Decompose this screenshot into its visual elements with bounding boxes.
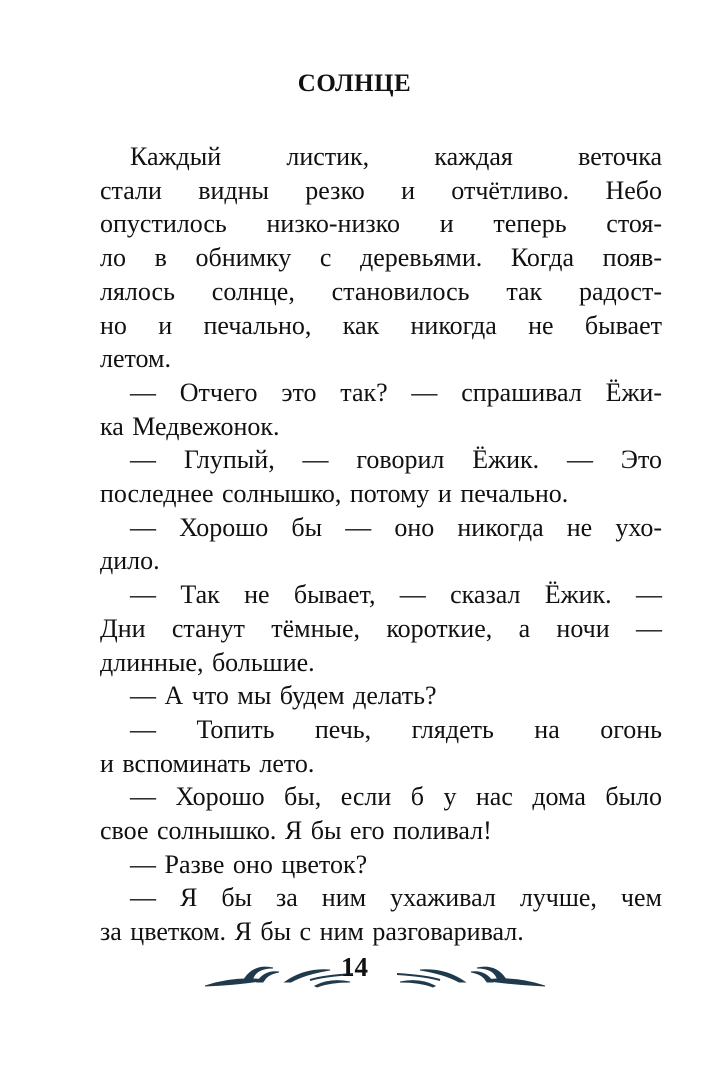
text-line: — Отчего это так? — спрашивал Ёжи-	[130, 377, 662, 407]
text-line: длинные, большие.	[100, 647, 315, 677]
paragraph	[100, 848, 662, 882]
paragraph	[100, 679, 662, 713]
paragraph	[100, 511, 662, 578]
text-line: — Глупый, — говорил Ёжик. — Это	[130, 445, 662, 475]
text-line: — Хорошо бы, если б у нас дома было	[130, 782, 662, 812]
text-line: последнее солнышко, потому и печально.	[100, 479, 569, 509]
text-line: летом.	[100, 344, 171, 374]
text-line: Дни станут тёмные, короткие, а ночи —	[100, 613, 662, 643]
text-line: — А что мы будем делать?	[130, 681, 437, 711]
text-line: ло в обнимку с деревьями. Когда появ-	[100, 243, 662, 273]
text-line: опустилось низко-низко и теперь стоя-	[100, 209, 662, 239]
text-line: лялось солнце, становилось так радост-	[100, 276, 662, 306]
paragraph	[100, 140, 662, 376]
paragraph	[100, 881, 662, 948]
text-line: — Я бы за ним ухаживал лучше, чем	[130, 883, 662, 913]
text-line: Каждый листик, каждая веточка	[130, 142, 662, 171]
text-line: — Так не бывает, — сказал Ёжик. —	[130, 580, 662, 610]
text-line: стали видны резко и отчётливо. Небо	[100, 175, 662, 205]
paragraph	[100, 780, 662, 847]
paragraph	[100, 443, 662, 510]
chapter-title: СОЛНЦЕ	[297, 70, 412, 97]
text-line: — Разве оно цветок?	[130, 849, 368, 879]
text-line: и вспоминать лето.	[100, 748, 315, 778]
paragraph	[100, 578, 662, 679]
text-line: свое солнышко. Я бы его поливал!	[100, 816, 492, 846]
text-line: за цветком. Я бы с ним разговаривал.	[100, 917, 524, 947]
text-line: но и печально, как никогда не бывает	[100, 310, 662, 340]
text-line: — Хорошо бы — оно никогда не ухо-	[130, 512, 662, 542]
paragraph	[100, 376, 662, 443]
page-number: 14	[341, 952, 368, 982]
text-line: — Топить печь, глядеть на огонь	[130, 714, 662, 744]
text-line: ка Медвежонок.	[100, 411, 280, 441]
paragraph	[100, 713, 662, 780]
page-footer	[0, 952, 709, 992]
text-line: дило.	[100, 546, 160, 576]
body-text	[100, 140, 662, 949]
right-ornament-icon	[395, 960, 545, 990]
